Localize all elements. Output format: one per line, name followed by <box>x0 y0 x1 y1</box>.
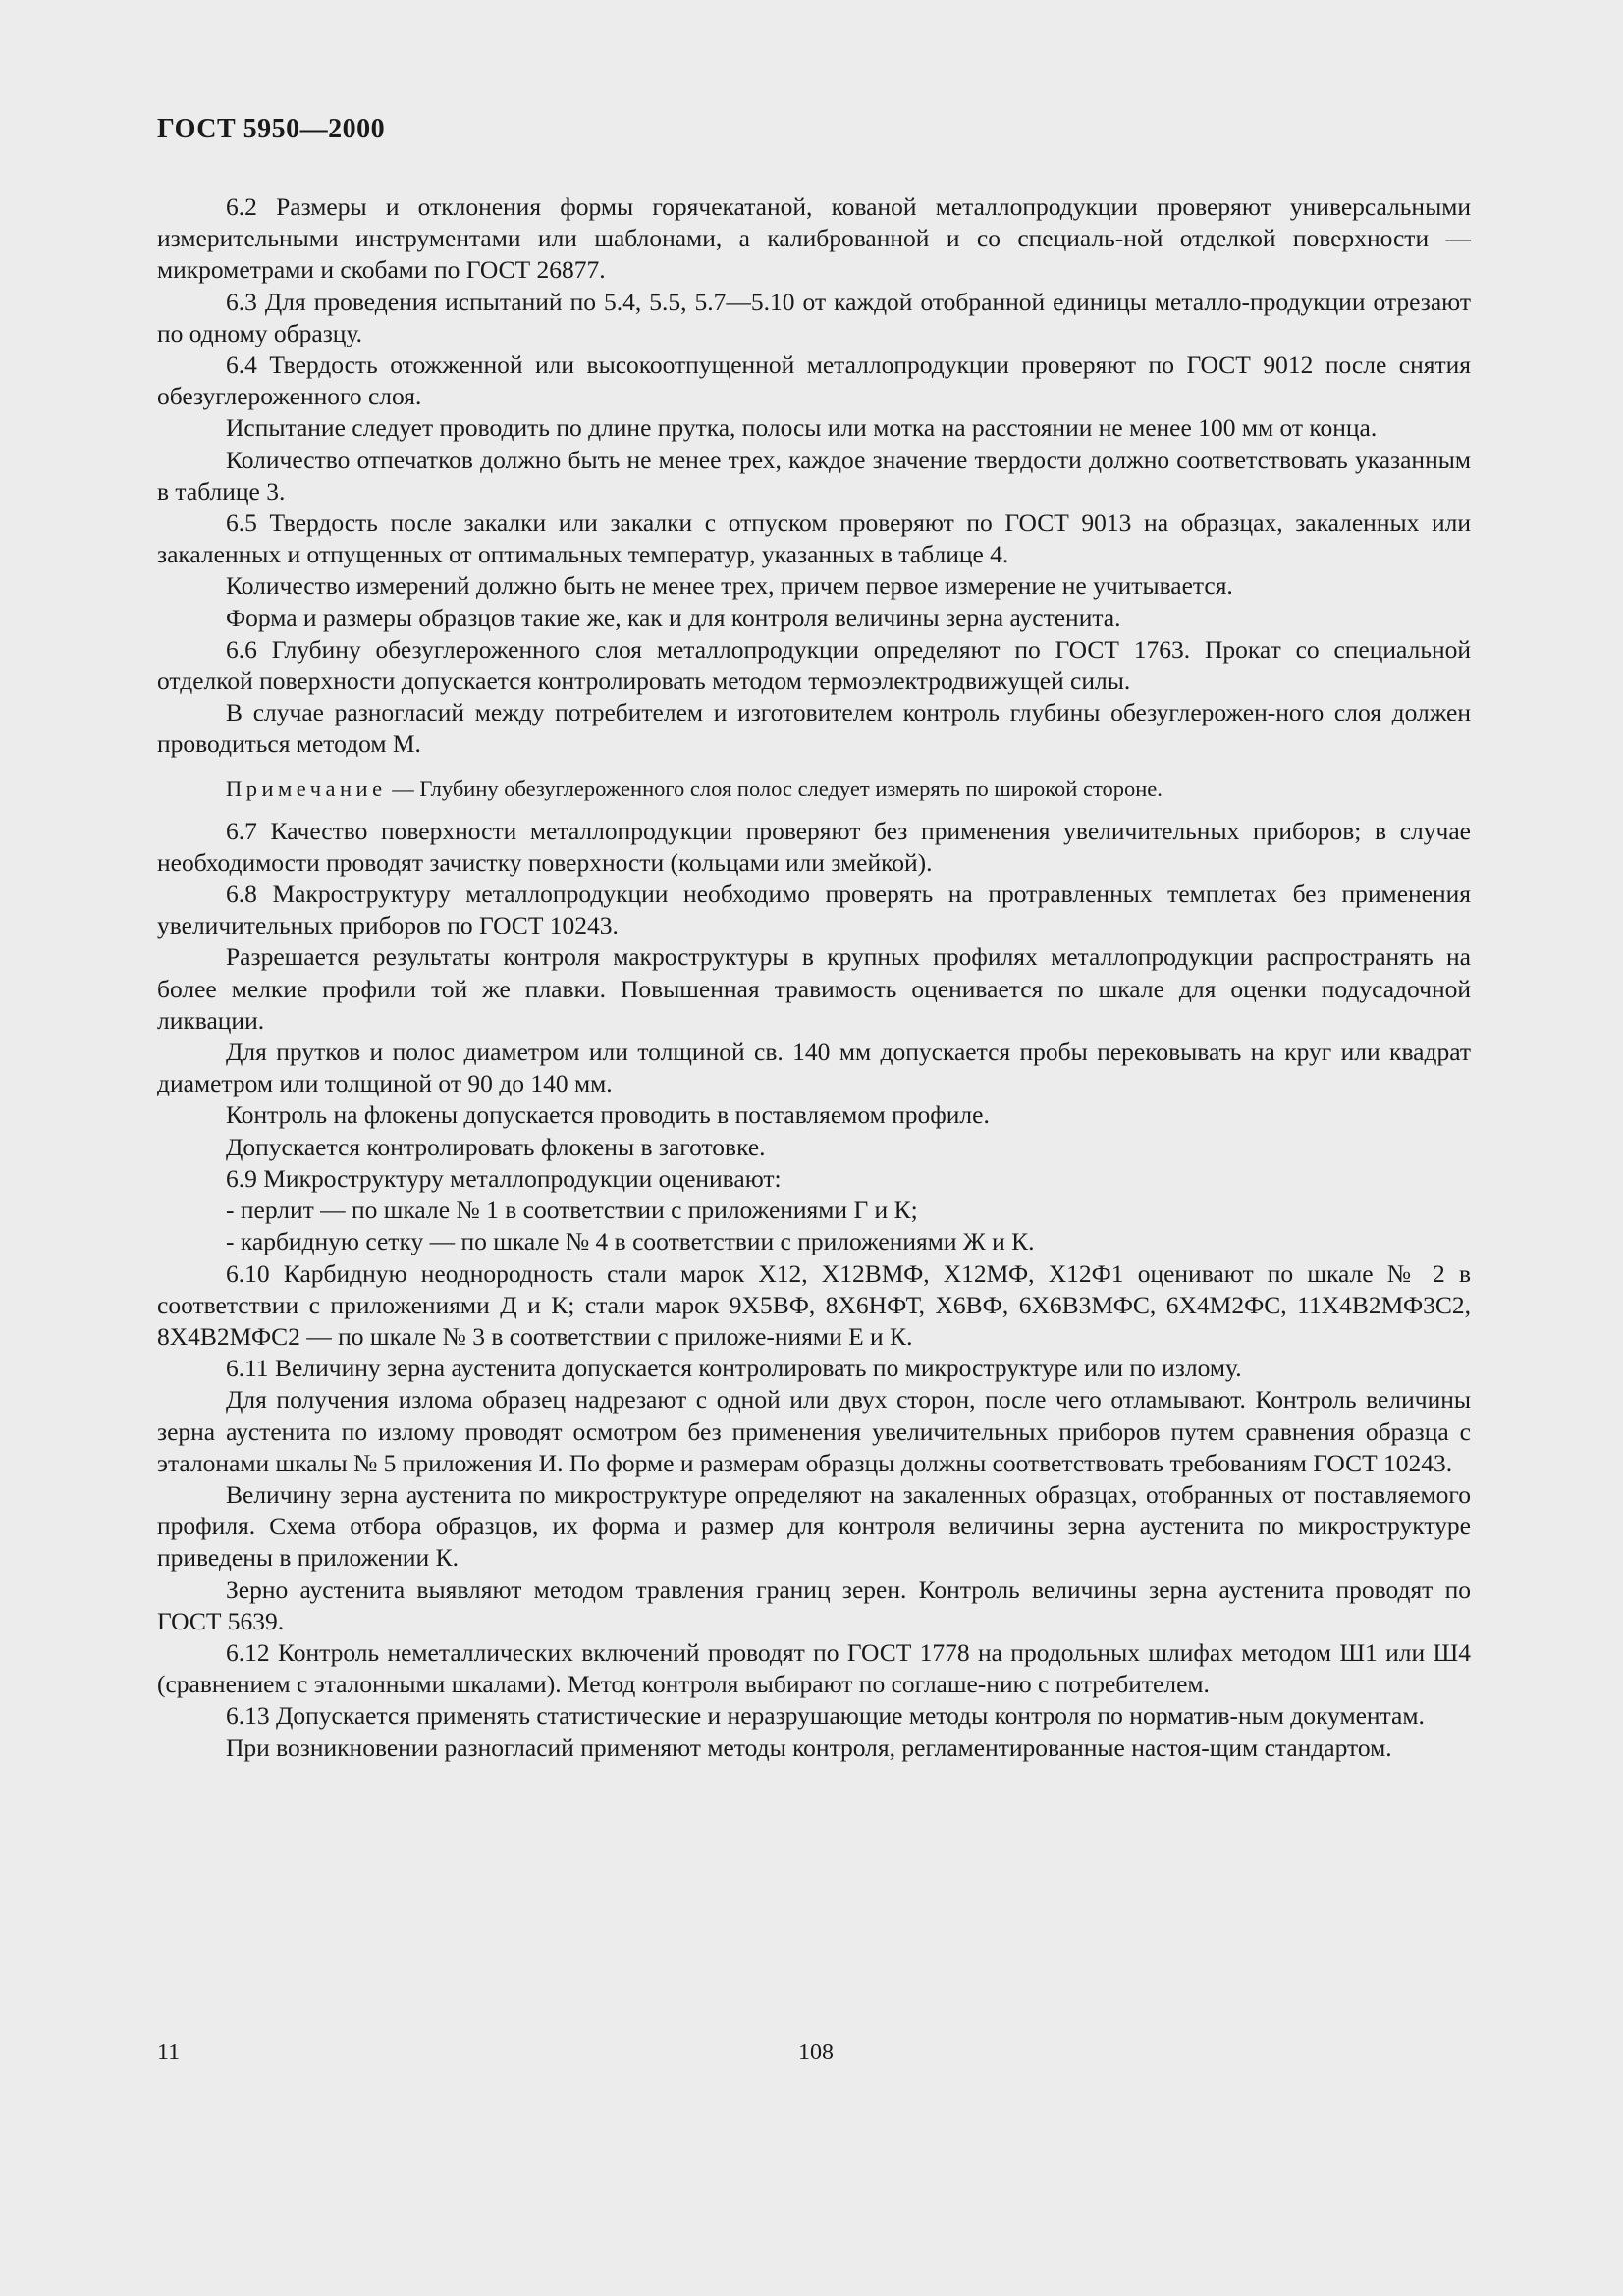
paragraph: Допускается контролировать флокены в заготовке. <box>226 1132 766 1161</box>
note-label: Примечание <box>226 775 387 801</box>
note <box>157 774 1471 804</box>
paragraph-6-4: 6.4 Твердость отожженной или высокоотпущенной металлопродукции проверяют по ГОСТ 9012 после снятия обезуглероженного слоя. <box>157 350 1471 411</box>
paragraph: Испытание следует проводить по длине прутка, полосы или мотка на расстоянии не менее 100 мм от конца. <box>226 413 1378 443</box>
page-header-title: ГОСТ 5950—2000 <box>157 114 386 144</box>
page-number-left: 11 <box>157 2040 181 2065</box>
paragraph: Контроль на флокены допускается проводить в поставляемом профиле. <box>226 1100 990 1130</box>
paragraph: Количество измерений должно быть не менее трех, причем первое измерение не учитывается. <box>226 571 1233 601</box>
paragraph-6-10: 6.10 Карбидную неоднородность стали марок Х12, Х12ВМФ, Х12МФ, Х12Ф1 оценивают по шкале № 2 в соответствии с приложениями Д и К; стали марок 9Х5ВФ, 8Х6НФТ, Х6ВФ, 6Х6В3МФС, 6Х4М2ФС, 11Х4В2МФ3С2, 8Х4В2МФС2 — по шкале № 3 в соответствии с приложе-ниями Е и К. <box>157 1258 1471 1351</box>
list-item: - перлит — по шкале № 1 в соответствии с приложениями Г и К; <box>226 1196 918 1225</box>
paragraph-6-8: 6.8 Макроструктуру металлопродукции необходимо проверять на протравленных темплетах без применения увеличительных приборов по ГОСТ 10243. <box>157 880 1471 940</box>
paragraph-6-11: 6.11 Величину зерна аустенита допускается контролировать по микроструктуре или по излому. <box>226 1354 1242 1383</box>
paragraph: Форма и размеры образцов такие же, как и для контроля величины зерна аустенита. <box>226 603 1121 632</box>
list-item: - карбидную сетку — по шкале № 4 в соответствии с приложениями Ж и К. <box>226 1227 1035 1256</box>
paragraph: Величину зерна аустенита по микроструктуре определяют на закаленных образцах, отобранных от поставляемого профиля. Схема отбора образцов, их форма и размер для контроля величины зерна аустенита по микроструктуре приведены в приложении К. <box>157 1479 1471 1573</box>
paragraph-6-7: 6.7 Качество поверхности металлопродукции проверяют без применения увеличительных приборов; в случае необходимости проводят зачистку поверхности (кольцами или змейкой). <box>157 816 1471 877</box>
paragraph-6-2: 6.2 Размеры и отклонения формы горячекатаной, кованой металлопродукции проверяют универсальными измерительными инструментами или шаблонами, а калиброванной и со специаль-ной отделкой поверхности — микрометрами и скобами по ГОСТ 26877. <box>157 192 1471 285</box>
page-number-center: 108 <box>798 2040 834 2065</box>
paragraph-6-9: 6.9 Микроструктуру металлопродукции оценивают: <box>226 1163 782 1193</box>
paragraph: В случае разногласий между потребителем и изготовителем контроль глубины обезуглерожен-ного слоя должен проводиться методом М. <box>157 698 1471 759</box>
paragraph: Разрешается результаты контроля макроструктуры в крупных профилях металлопродукции распространять на более мелкие профили той же плавки. Повышенная травимость оценивается по шкале для оценки подусадочной ликвации. <box>157 942 1471 1035</box>
paragraph-6-3: 6.3 Для проведения испытаний по 5.4, 5.5, 5.7—5.10 от каждой отобранной единицы металло-продукции отрезают по одному образцу. <box>157 287 1471 347</box>
paragraph-6-13: 6.13 Допускается применять статистические и неразрушающие методы контроля по норматив-ным документам. <box>226 1701 1425 1731</box>
document-body <box>157 191 1471 1764</box>
paragraph: Количество отпечатков должно быть не менее трех, каждое значение твердости должно соответствовать указанным в таблице 3. <box>157 445 1471 506</box>
paragraph: Для прутков и полос диаметром или толщиной св. 140 мм допускается пробы перековывать на круг или квадрат диаметром или толщиной от 90 до 140 мм. <box>157 1038 1471 1098</box>
paragraph-6-6: 6.6 Глубину обезуглероженного слоя металлопродукции определяют по ГОСТ 1763. Прокат со специальной отделкой поверхности допускается контролировать методом термоэлектродвижущей силы. <box>157 634 1471 696</box>
paragraph-6-5: 6.5 Твердость после закалки или закалки с отпуском проверяют по ГОСТ 9013 на образцах, закаленных или закаленных и отпущенных от оптимальных температур, указанных в таблице 4. <box>157 508 1471 569</box>
paragraph: Зерно аустенита выявляют методом травления границ зерен. Контроль величины зерна аустенита проводят по ГОСТ 5639. <box>157 1575 1471 1635</box>
note-text: — Глубину обезуглероженного слоя полос следует измерять по широкой стороне. <box>392 775 1163 801</box>
paragraph: Для получения излома образец надрезают с одной или двух сторон, после чего отламывают. Контроль величины зерна аустенита по излому проводят осмотром без применения увеличительных приборов путем сравнения образца с эталонами шкалы № 5 приложения И. По форме и размерам образцы должны соответствовать требованиям ГОСТ 10243. <box>157 1385 1471 1477</box>
paragraph-6-12: 6.12 Контроль неметаллических включений проводят по ГОСТ 1778 на продольных шлифах методом Ш1 или Ш4 (сравнением с эталонными шкалами). Метод контроля выбирают по соглаше-нию с потребителем. <box>157 1637 1471 1699</box>
paragraph: При возникновении разногласий применяют методы контроля, регламентированные настоя-щим стандартом. <box>226 1733 1392 1762</box>
